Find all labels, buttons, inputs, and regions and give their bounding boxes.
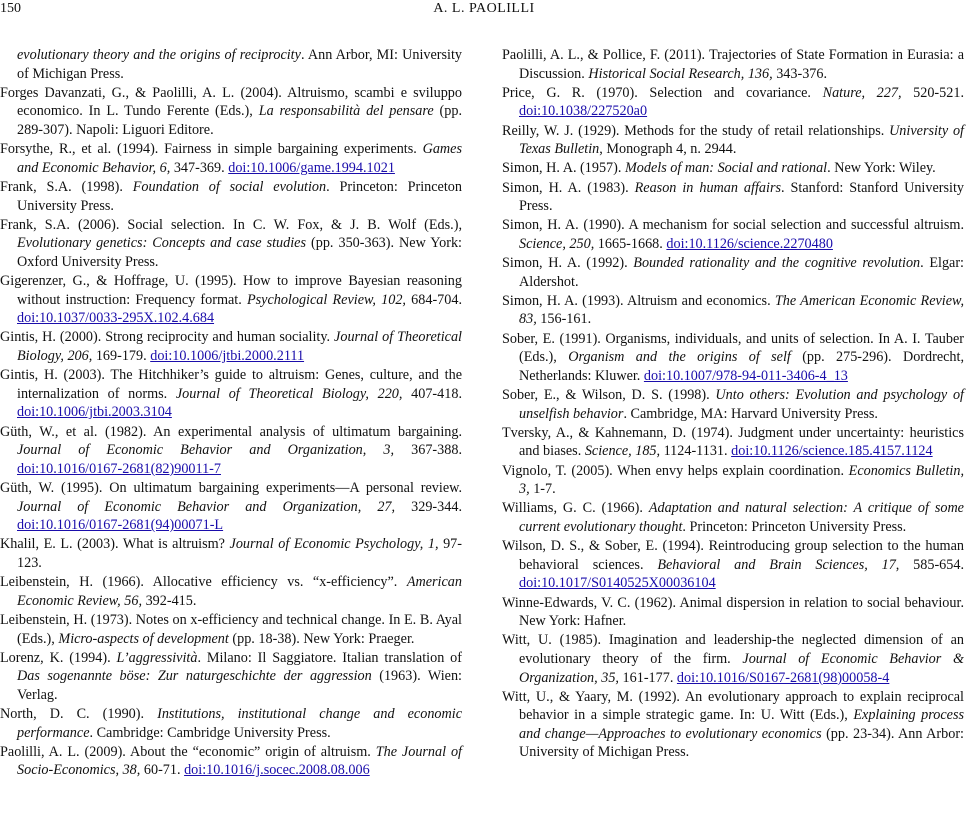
reference-entry: [502, 424, 964, 461]
reference-text: 60-71.: [140, 762, 185, 779]
reference-entry: [502, 386, 964, 423]
reference-text: 97-123.: [17, 536, 462, 571]
doi-link[interactable]: doi:10.1038/227520a0: [519, 103, 648, 120]
reference-title-italic: Organism and the origins of self: [568, 349, 791, 366]
reference-entry: [502, 179, 964, 216]
reference-entry: [502, 159, 964, 178]
reference-entry: [0, 611, 462, 648]
reference-text: Gintis, H. (2000). Strong reciprocity and human sociality.: [0, 329, 335, 346]
reference-text: 684-704.: [405, 291, 462, 308]
reference-text: . Milano: Il Saggiatore. Italian translation of: [197, 649, 462, 666]
reference-text: 329-344.: [395, 498, 462, 515]
reference-text: Sober, E., & Wilson, D. S. (1998).: [502, 387, 716, 404]
reference-text: 585-654.: [899, 556, 965, 573]
reference-title-italic: Historical Social Research, 136,: [588, 65, 773, 82]
reference-text: Reilly, W. J. (1929). Methods for the study of retail relationships.: [502, 122, 890, 139]
reference-text: Forges Davanzati, G., & Paolilli, A. L. (2004). Altruismo, scambi e sviluppo economico. In L. Tundo Ferente (Eds.),: [0, 84, 462, 120]
doi-link[interactable]: doi:10.1126/science.2270480: [666, 235, 833, 252]
reference-title-italic: The Journal of Socio-Economics, 38,: [17, 743, 463, 779]
reference-text: Price, G. R. (1970). Selection and covariance.: [502, 84, 823, 101]
reference-text: Winne-Edwards, V. C. (1962). Animal dispersion in relation to social behaviour. New York: Hafner.: [502, 594, 964, 630]
reference-text: Güth, W., et al. (1982). An experimental analysis of ultimatum bargaining.: [0, 423, 462, 440]
reference-text: Simon, H. A. (1990). A mechanism for social selection and successful altruism.: [502, 217, 964, 234]
doi-link[interactable]: doi:10.1007/978-94-011-3406-4_13: [643, 367, 848, 384]
reference-text: Leibenstein, H. (1973). Notes on x-efficiency and technical change. In E. B. Ayal (Eds.),: [0, 611, 462, 647]
reference-text: (1963). Wien: Verlag.: [17, 668, 462, 703]
reference-entry: [502, 292, 964, 329]
reference-entry: [502, 330, 964, 386]
reference-text: (pp. 275-296). Dordrecht, Netherlands: Kluwer.: [519, 349, 965, 384]
reference-entry: [0, 216, 462, 272]
reference-entry: [502, 46, 964, 83]
reference-text: 169-179.: [92, 348, 151, 365]
reference-entry: [0, 743, 462, 780]
reference-text: Vignolo, T. (2005). When envy helps explain coordination.: [502, 462, 849, 479]
reference-text: Wilson, D. S., & Sober, E. (1994). Reintroducing group selection to the human behavioral sciences.: [502, 538, 964, 573]
reference-text: Lorenz, K. (1994).: [0, 649, 117, 666]
reference-entry: [0, 366, 462, 422]
reference-title-italic: Explaining process and change—Approaches to evolutionary economics: [519, 707, 964, 742]
reference-title-italic: L’aggressività: [116, 649, 198, 666]
reference-entry: [502, 122, 964, 159]
reference-title-italic: Adaptation and natural selection: A critique of some current evolutionary thought: [519, 500, 964, 535]
reference-entry: [0, 479, 462, 535]
reference-text: 367-388.: [394, 442, 462, 459]
doi-link[interactable]: doi:10.1016/0167-2681(94)00071-L: [17, 517, 224, 534]
reference-entry: [502, 537, 964, 593]
reference-title-italic: Science, 250,: [519, 235, 595, 252]
reference-entry: [0, 46, 462, 83]
reference-text: Witt, U., & Yaary, M. (1992). An evolutionary approach to explain reciprocal behavior in a simple strategic game. In: U. Witt (Eds.),: [502, 688, 964, 724]
reference-entry: [0, 573, 462, 610]
reference-entry: [502, 216, 964, 253]
doi-link[interactable]: doi:10.1006/jtbi.2000.2111: [150, 348, 305, 365]
reference-title-italic: University of Texas Bulletin: [519, 122, 964, 158]
reference-text: 161-177.: [618, 669, 677, 686]
reference-text: Gigerenzer, G., & Hoffrage, U. (1995). How to improve Bayesian reasoning without instruction: Frequency format.: [0, 273, 462, 308]
reference-title-italic: Das sogenannte böse: Zur naturgeschichte der aggression: [17, 668, 372, 685]
reference-title-italic: Nature, 227,: [822, 84, 902, 101]
reference-entry: [0, 328, 462, 365]
reference-title-italic: American Economic Review, 56,: [17, 574, 462, 609]
doi-link[interactable]: doi:10.1126/science.185.4157.1124: [731, 443, 933, 460]
references-left-column: [0, 46, 462, 781]
reference-entry: [502, 254, 964, 291]
reference-title-italic: The American Economic Review, 83,: [519, 292, 965, 328]
reference-title-italic: Micro-aspects of development: [58, 630, 229, 647]
reference-text: 392-415.: [142, 592, 197, 609]
reference-text: Simon, H. A. (1992).: [502, 255, 634, 272]
running-head: A. L. PAOLILLI: [433, 1, 535, 16]
reference-title-italic: Journal of Economic Behavior and Organization, 27,: [17, 498, 396, 515]
reference-text: (pp. 18-38). New York: Praeger.: [228, 630, 415, 647]
reference-title-italic: Journal of Theoretical Biology, 206,: [17, 329, 462, 365]
reference-title-italic: Foundation of social evolution: [132, 178, 327, 195]
reference-text: . New York: Wiley.: [827, 160, 936, 177]
reference-text: 407-418.: [402, 385, 462, 402]
reference-entry: [0, 178, 462, 215]
reference-entry: [502, 462, 964, 499]
reference-title-italic: Journal of Economic Behavior and Organization, 3,: [17, 442, 395, 459]
reference-title-italic: Journal of Economic Psychology, 1,: [229, 536, 439, 553]
reference-text: Simon, H. A. (1983).: [502, 179, 635, 196]
reference-text: 1665-1668.: [594, 235, 667, 252]
reference-entry: [0, 649, 462, 705]
reference-text: , Monograph 4, n. 2944.: [599, 141, 737, 158]
reference-entry: [502, 631, 964, 687]
reference-text: . Stanford: Stanford University Press.: [519, 179, 964, 215]
reference-text: 1124-1131.: [660, 443, 732, 460]
page-header: [0, 0, 968, 26]
reference-text: . Cambridge: Cambridge University Press.: [89, 724, 331, 741]
reference-text: Witt, U. (1985). Imagination and leadership-the neglected dimension of an evolutionary theory of the firm.: [502, 632, 964, 667]
reference-text: Leibenstein, H. (1966). Allocative efficiency vs. “x-efficiency”.: [0, 574, 407, 591]
reference-entry: [0, 140, 462, 177]
reference-entry: [502, 594, 964, 631]
reference-title-italic: Models of man: Social and rational: [624, 160, 828, 177]
reference-entry: [0, 535, 462, 572]
reference-title-italic: Unto others: Evolution and psychology of unselfish behavior: [519, 387, 965, 422]
reference-title-italic: evolutionary theory and the origins of reciprocity: [17, 47, 301, 63]
reference-title-italic: Institutions, institutional change and economic performance: [17, 706, 462, 741]
reference-text: Forsythe, R., et al. (1994). Fairness in simple bargaining experiments.: [0, 141, 423, 158]
reference-entry: [502, 499, 964, 536]
doi-link[interactable]: doi:10.1037/0033-295X.102.4.684: [17, 310, 215, 327]
doi-link[interactable]: doi:10.1016/0167-2681(82)90011-7: [17, 460, 221, 477]
reference-title-italic: Journal of Economic Behavior & Organization, 35,: [519, 650, 964, 686]
reference-title-italic: Bounded rationality and the cognitive revolution: [633, 255, 921, 272]
reference-entry: [502, 84, 964, 121]
reference-text: . Elgar: Aldershot.: [519, 255, 964, 290]
page-number: 150: [0, 1, 21, 16]
reference-title-italic: Journal of Theoretical Biology, 220,: [175, 385, 403, 402]
reference-title-italic: Evolutionary genetics: Concepts and case studies: [17, 235, 307, 252]
reference-text: (pp. 289-307). Napoli: Liguori Editore.: [17, 103, 462, 138]
reference-text: Simon, H. A. (1993). Altruism and economics.: [502, 292, 775, 309]
doi-link[interactable]: doi:10.1006/game.1994.1021: [228, 159, 395, 176]
doi-link[interactable]: doi:10.1017/S0140525X00036104: [519, 575, 716, 592]
reference-text: . Princeton: Princeton University Press.: [17, 178, 462, 214]
reference-text: . Princeton: Princeton University Press.: [682, 518, 907, 535]
reference-text: Paolilli, A. L. (2009). About the “economic” origin of altruism.: [0, 743, 376, 760]
reference-text: Simon, H. A. (1957).: [502, 160, 625, 177]
reference-title-italic: Reason in human affairs: [634, 179, 781, 196]
reference-text: Frank, S.A. (2006). Social selection. In C. W. Fox, & J. B. Wolf (Eds.),: [0, 216, 462, 233]
reference-title-italic: Psychological Review, 102,: [246, 291, 406, 308]
doi-link[interactable]: doi:10.1006/jtbi.2003.3104: [17, 404, 172, 421]
reference-text: North, D. C. (1990).: [0, 706, 158, 723]
reference-text: Sober, E. (1991). Organisms, individuals, and units of selection. In A. I. Tauber (Eds.),: [502, 330, 964, 366]
reference-text: 343-376.: [772, 65, 828, 82]
reference-entry: [0, 705, 462, 742]
reference-text: 156-161.: [536, 311, 592, 328]
reference-text: 1-7.: [529, 481, 556, 498]
reference-title-italic: La responsabilità del pensare: [258, 103, 434, 120]
reference-title-italic: Games and Economic Behavior, 6,: [17, 141, 462, 176]
reference-text: . Ann Arbor, MI: University of Michigan Press.: [17, 47, 463, 82]
reference-text: Khalil, E. L. (2003). What is altruism?: [0, 536, 230, 553]
reference-title-italic: Science, 185,: [584, 443, 661, 460]
reference-title-italic: Behavioral and Brain Sciences, 17,: [657, 556, 900, 573]
reference-text: 520-521.: [901, 84, 964, 101]
reference-text: Gintis, H. (2003). The Hitchhiker’s guide to altruism: Genes, culture, and the internalization of norms.: [0, 367, 462, 402]
doi-link[interactable]: doi:10.1016/j.socec.2008.08.006: [184, 762, 370, 779]
reference-entry: [0, 84, 462, 140]
reference-text: (pp. 23-34). Ann Arbor: University of Michigan Press.: [519, 725, 964, 761]
reference-text: . Cambridge, MA: Harvard University Press.: [623, 405, 878, 422]
reference-text: Tversky, A., & Kahnemann, D. (1974). Judgment under uncertainty: heuristics and biases.: [502, 424, 964, 460]
reference-entry: [0, 423, 462, 479]
reference-entry: [502, 688, 964, 762]
reference-text: Güth, W. (1995). On ultimatum bargaining experiments—A personal review.: [0, 480, 462, 496]
doi-link[interactable]: doi:10.1016/S0167-2681(98)00058-4: [676, 669, 890, 686]
reference-entry: [0, 272, 462, 328]
references-right-column: [502, 46, 964, 763]
reference-text: Williams, G. C. (1966).: [502, 500, 649, 517]
reference-text: 347-369.: [170, 159, 229, 176]
reference-text: Frank, S.A. (1998).: [0, 178, 133, 195]
reference-title-italic: Economics Bulletin, 3,: [519, 462, 964, 498]
reference-text: Paolilli, A. L., & Pollice, F. (2011). Trajectories of State Formation in Eurasia: a Discussion.: [502, 47, 964, 82]
reference-text: (pp. 350-363). New York: Oxford University Press.: [17, 235, 462, 270]
